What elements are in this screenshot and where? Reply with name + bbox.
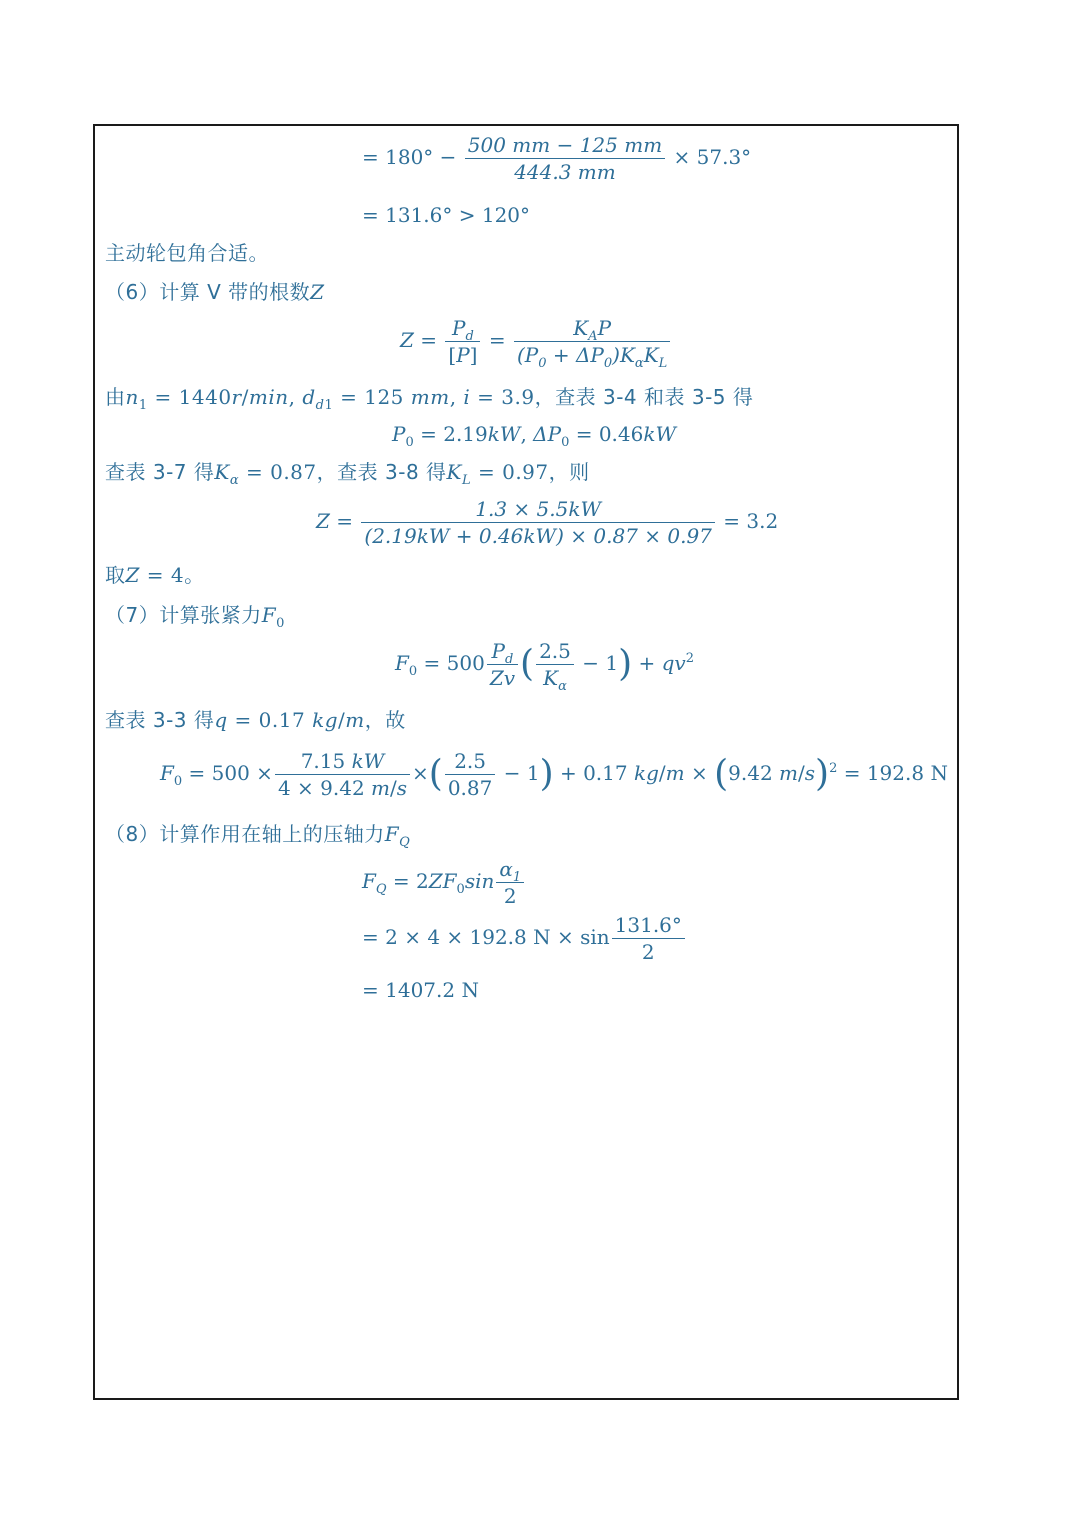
lookup-q: 查表 3-3 得q = 0.17 kg/m，故 xyxy=(105,708,406,732)
f0-calculation: $F_0 = 500$ × $\frac{7.15 kW}{4 \times 9.42 m/s}$ ×( $\frac{2.5}{0.87}$ − 1) + 0.17 kg/m × (9.42 m/s)$^2$ = 192.8 N xyxy=(160,749,948,800)
fq-result-line xyxy=(362,978,479,1002)
z-calc-numerator: 1.3 × 5.5kW xyxy=(361,496,715,523)
conclusion-text: 主动轮包角合适。 xyxy=(105,241,269,265)
lookup-q-suffix: ，故 xyxy=(364,708,406,732)
wrap-angle-conclusion xyxy=(105,241,269,265)
lookup-line-1: 由$n_1 = 1440r/\min$, $d_{d1} = 125$ mm, i = 3.9，查表 3-4 和表 3-5 得 xyxy=(105,385,754,413)
fq-calculation xyxy=(362,912,687,965)
z-frac-2: $\frac{K_AP}{(P_0 + \Delta P_0)K_\alpha K_L}$ xyxy=(514,315,670,368)
z-calculation: Z = $\frac{1.3 \times 5.5kW}{(2.19kW + 0.46kW) \times 0.87 \times 0.97}$ = 3.2 xyxy=(316,497,779,548)
section-6-title: （6）计算 V 带的根数 xyxy=(105,280,311,304)
f0-result: = 192.8 N xyxy=(843,761,948,785)
fq-calc-numerator: 131.6° xyxy=(612,912,685,939)
wrap-angle-result xyxy=(362,203,530,227)
z-formula: Z = $\frac{P_d}{[P]}$ = $\frac{K_AP}{(P_0 + \Delta P_0)K_\alpha K_L}$ xyxy=(400,315,672,368)
f0-calc-frac-1: $\frac{7.15 kW}{4 \times 9.42 m/s}$ xyxy=(275,748,410,801)
section-8-title: （8）计算作用在轴上的压轴力 xyxy=(105,822,385,846)
z-calc-frac xyxy=(361,496,715,549)
section-6-heading xyxy=(105,280,325,304)
lookup2-a: 查表 3-7 得 xyxy=(105,460,215,484)
f0-frac-1: $\frac{P_d}{Zv}$ xyxy=(487,638,518,691)
take-suffix: 。 xyxy=(184,563,205,587)
fq-formula: $F_Q = 2ZF_0\sin$ $\frac{\alpha_1}{2}$ xyxy=(362,856,526,909)
take-prefix: 取 xyxy=(105,563,126,587)
fq-result: = 1407.2 N xyxy=(362,978,479,1002)
z-value: = 3.2 xyxy=(723,509,779,533)
section-7-title: （7）计算张紧力 xyxy=(105,603,262,627)
wrap-angle-equation xyxy=(362,132,751,185)
angle-lhs: = 180° − xyxy=(362,145,457,169)
angle-fraction xyxy=(465,132,665,185)
f0-calc-frac-2: $\frac{2.5}{0.87}$ xyxy=(445,748,496,801)
f0-formula: $F_0 = 500$ $\frac{P_d}{Zv}$ ( $\frac{2.5}{K_\alpha}$ − $1) + qv^2$ xyxy=(395,639,695,694)
angle-numerator: 500 mm − 125 mm xyxy=(465,132,665,159)
angle-rhs: × 57.3° xyxy=(673,145,752,169)
section-6-var: Z xyxy=(310,280,325,304)
fq-calc-denominator: 2 xyxy=(641,940,655,964)
section-7-heading: （7）计算张紧力$F_0$ xyxy=(105,603,285,631)
f0-frac-2: $\frac{2.5}{K_\alpha}$ xyxy=(536,638,574,691)
lookup2-c: ，则 xyxy=(548,460,590,484)
lookup-line-2: 查表 3-7 得$K_\alpha = 0.87$，查表 3-8 得$K_L = 0.97$，则 xyxy=(105,460,590,488)
lookup1-prefix: 由 xyxy=(105,385,126,409)
p0-values: $P_0 = 2.19kW$, $\Delta P_0 = 0.46kW$ xyxy=(392,422,677,450)
angle-result: = 131.6° > 120° xyxy=(362,203,531,227)
section-8-heading: （8）计算作用在轴上的压轴力$F_Q$ xyxy=(105,822,411,850)
lookup2-b: ，查表 3-8 得 xyxy=(316,460,447,484)
fq-calc-prefix: = 2 × 4 × 192.8 N × sin xyxy=(362,925,610,949)
angle-denominator: 444.3 mm xyxy=(514,160,616,184)
z-frac-1: $\frac{P_d}{[P]}$ xyxy=(445,315,480,368)
take-z: 取Z = 4。 xyxy=(105,563,205,587)
z-calc-denominator: (2.19kW + 0.46kW) × 0.87 × 0.97 xyxy=(364,524,712,548)
lookup1-suffix: ，查表 3-4 和表 3-5 得 xyxy=(534,385,754,409)
fq-calc-frac xyxy=(612,912,685,965)
fq-frac: $\frac{\alpha_1}{2}$ xyxy=(496,856,524,909)
lookup-q-prefix: 查表 3-3 得 xyxy=(105,708,215,732)
